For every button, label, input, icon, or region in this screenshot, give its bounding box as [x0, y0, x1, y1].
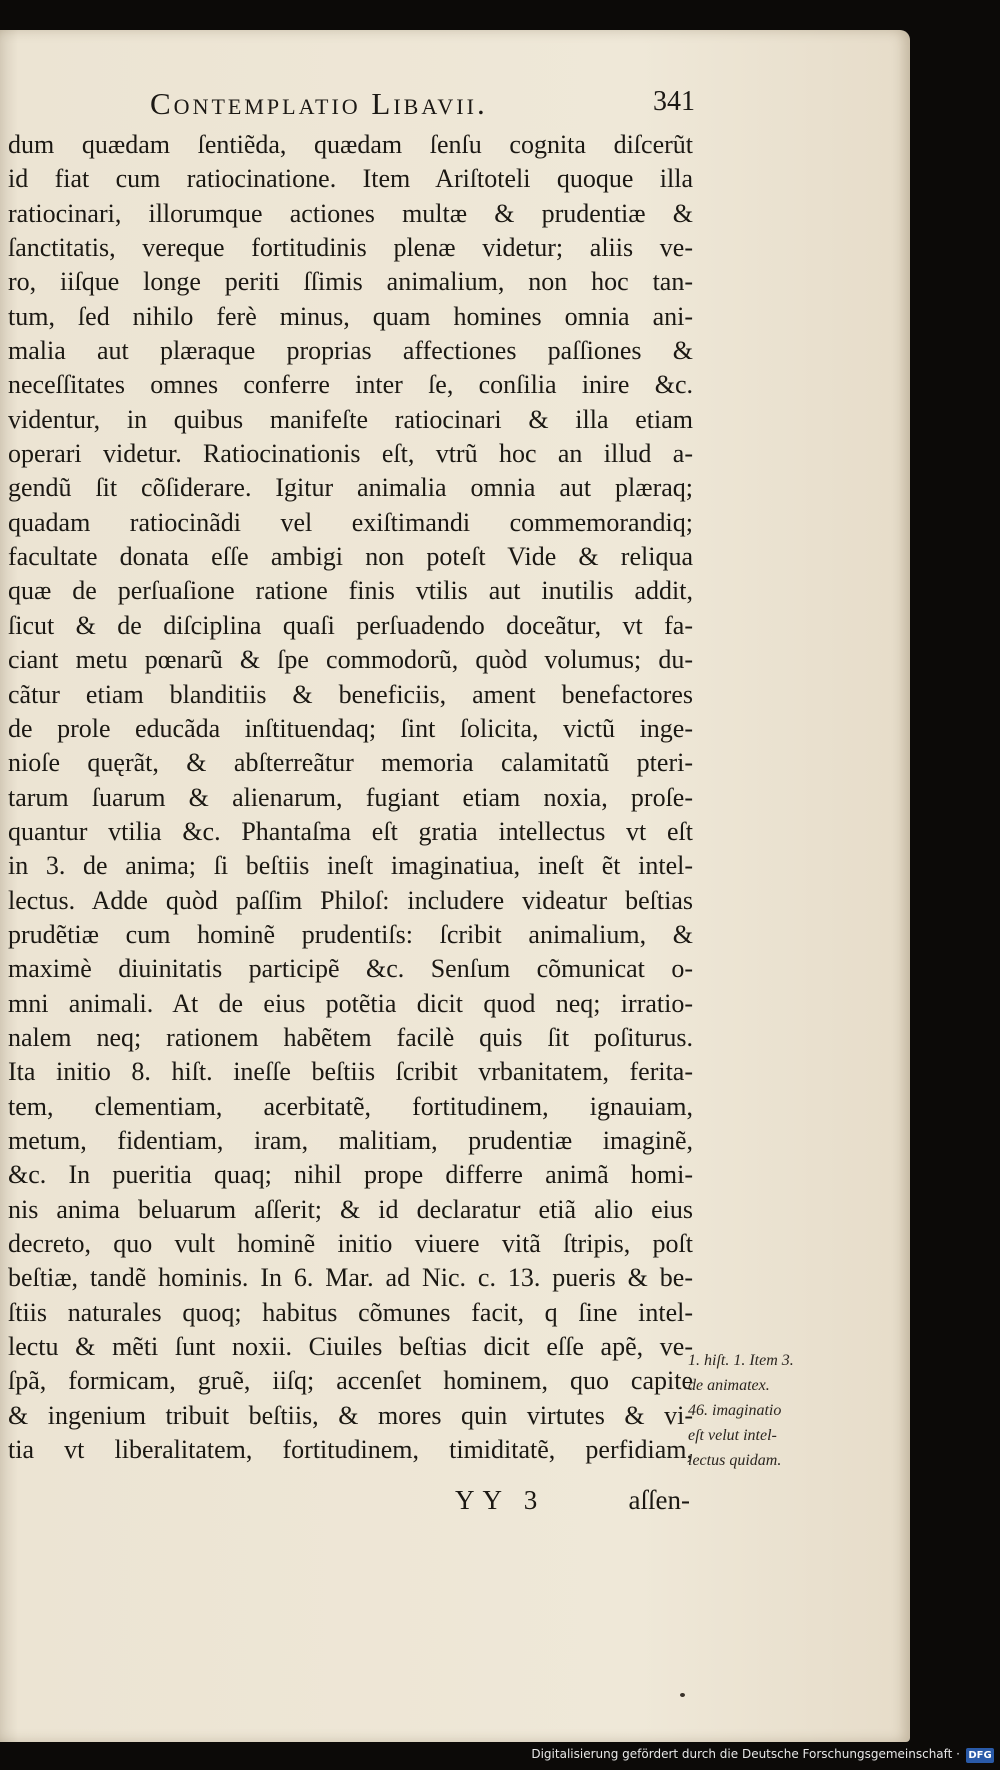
text-line: mni animali. At de eius potẽtia dicit quod neq; irratio-	[8, 988, 693, 1018]
text-line: neceſſitates omnes conferre inter ſe, conſilia inire &c.	[8, 370, 693, 400]
text-line: prudẽtiæ cum hominẽ prudentiſs: ſcribit animalium, &	[8, 919, 693, 949]
text-line: facultate donata eſſe ambigi non poteſt Vide & reliqua	[8, 542, 693, 572]
text-line: tia vt liberalitatem, fortitudinem, timiditatẽ, perfidiam,	[8, 1435, 693, 1465]
marginal-note-line: de animatex.	[688, 1377, 770, 1394]
text-line: ſanctitatis, vereque fortitudinis plenæ videtur; aliis ve-	[8, 233, 693, 263]
marginal-note-line: 1. hiſt. 1. Item 3.	[688, 1352, 794, 1369]
text-line: gendũ ſit cõſiderare. Igitur animalia omnia aut plæraq;	[8, 473, 693, 503]
text-line: metum, fidentiam, iram, malitiam, prudentiæ imaginẽ,	[8, 1125, 693, 1155]
text-line: in 3. de anima; ſi beſtiis ineſt imaginatiua, ineſt ẽt intel-	[8, 851, 693, 881]
digitization-credit: Digitalisierung gefördert durch die Deutsche Forschungsgemeinschaft ·	[531, 1747, 960, 1761]
dfg-logo: DFG	[966, 1748, 994, 1763]
text-line: quadam ratiocinãdi vel exiſtimandi commemorandiq;	[8, 507, 693, 537]
text-line: & ingenium tribuit beſtiis, & mores quin virtutes & vi-	[8, 1400, 693, 1430]
text-line: malia aut plæraque proprias affectiones paſſiones &	[8, 336, 693, 366]
text-line: Ita initio 8. hiſt. ineſſe beſtiis ſcribit vrbanitatem, ferita-	[8, 1057, 693, 1087]
text-line: dum quædam ſentiẽda, quædam ſenſu cognita diſcerũt	[8, 130, 693, 159]
page-number: 341	[653, 86, 695, 117]
text-line: tarum ſuarum & alienarum, fugiant etiam noxia, proſe-	[8, 782, 693, 812]
text-line: ro, iiſque longe periti ſſimis animalium, non hoc tan-	[8, 267, 693, 297]
ink-speck	[680, 1693, 685, 1697]
text-line: ſicut & de diſciplina quaſi perſuadendo doceãtur, vt fa-	[8, 610, 693, 640]
text-line: videntur, in quibus manifeſte ratiocinari & illa etiam	[8, 404, 693, 434]
marginal-note-line: eſt velut intel-	[688, 1427, 777, 1444]
text-line: id fiat cum ratiocinatione. Item Ariſtoteli quoque illa	[8, 164, 693, 194]
text-line: ciant metu pœnarũ & ſpe commodorũ, quòd volumus; du-	[8, 645, 693, 675]
text-line: cãtur etiam blanditiis & beneficiis, ament benefactores	[8, 679, 693, 709]
text-line: tem, clementiam, acerbitatẽ, fortitudinem, ignauiam,	[8, 1091, 693, 1121]
text-line: quantur vtilia &c. Phantaſma eſt gratia intellectus vt eſt	[8, 816, 693, 846]
text-line: ſtiis naturales quoq; habitus cõmunes facit, q ſine intel-	[8, 1297, 693, 1327]
book-page	[0, 30, 910, 1742]
page-footer	[440, 1485, 690, 1525]
text-line: operari videtur. Ratiocinationis eſt, vtrũ hoc an illud a-	[8, 439, 693, 469]
text-line: maximè diuinitatis participẽ &c. Senſum cõmunicat o-	[8, 954, 693, 984]
text-line: ratiocinari, illorumque actiones multæ & prudentiæ &	[8, 198, 693, 228]
catchword: aſſen-	[628, 1485, 690, 1515]
text-line: &c. In pueritia quaq; nihil prope differre animã homi-	[8, 1160, 693, 1190]
marginal-note-line: 46. imaginatio	[688, 1402, 782, 1419]
text-line: tum, ſed nihilo ferè minus, quam homines omnia ani-	[8, 301, 693, 331]
text-line: de prole educãda inſtituendaq; ſint ſolicita, victũ inge-	[8, 713, 693, 743]
text-line: nioſe quęrãt, & abſterreãtur memoria calamitatũ pteri-	[8, 748, 693, 778]
text-line: lectu & mẽti ſunt noxii. Ciuiles beſtias dicit eſſe apẽ, ve-	[8, 1332, 693, 1362]
text-line: ſpã, formicam, gruẽ, iiſq; accenſet hominem, quo capite	[8, 1366, 693, 1396]
text-line: beſtiæ, tandẽ hominis. In 6. Mar. ad Nic. c. 13. pueris & be-	[8, 1263, 693, 1293]
text-line: lectus. Adde quòd paſſim Philoſ: includere videatur beſtias	[8, 885, 693, 915]
page-header	[150, 86, 695, 126]
text-line: quæ de perſuaſione ratione finis vtilis aut inutilis addit,	[8, 576, 693, 606]
signature-mark: YY 3	[455, 1485, 546, 1515]
running-head: Contemplatio Libavii.	[150, 86, 488, 121]
text-line: nalem neq; rationem habẽtem facilè quis ſit poſiturus.	[8, 1022, 693, 1052]
marginal-notes	[688, 1348, 873, 1473]
main-text-block	[8, 128, 693, 1467]
text-line: decreto, quo vult hominẽ initio viuere vitã ſtripis, poſt	[8, 1229, 693, 1258]
credit-bar	[0, 1742, 1000, 1770]
text-line: nis anima beluarum aſſerit; & id declaratur etiã alio eius	[8, 1194, 693, 1224]
marginal-note-line: lectus quidam.	[688, 1452, 782, 1469]
